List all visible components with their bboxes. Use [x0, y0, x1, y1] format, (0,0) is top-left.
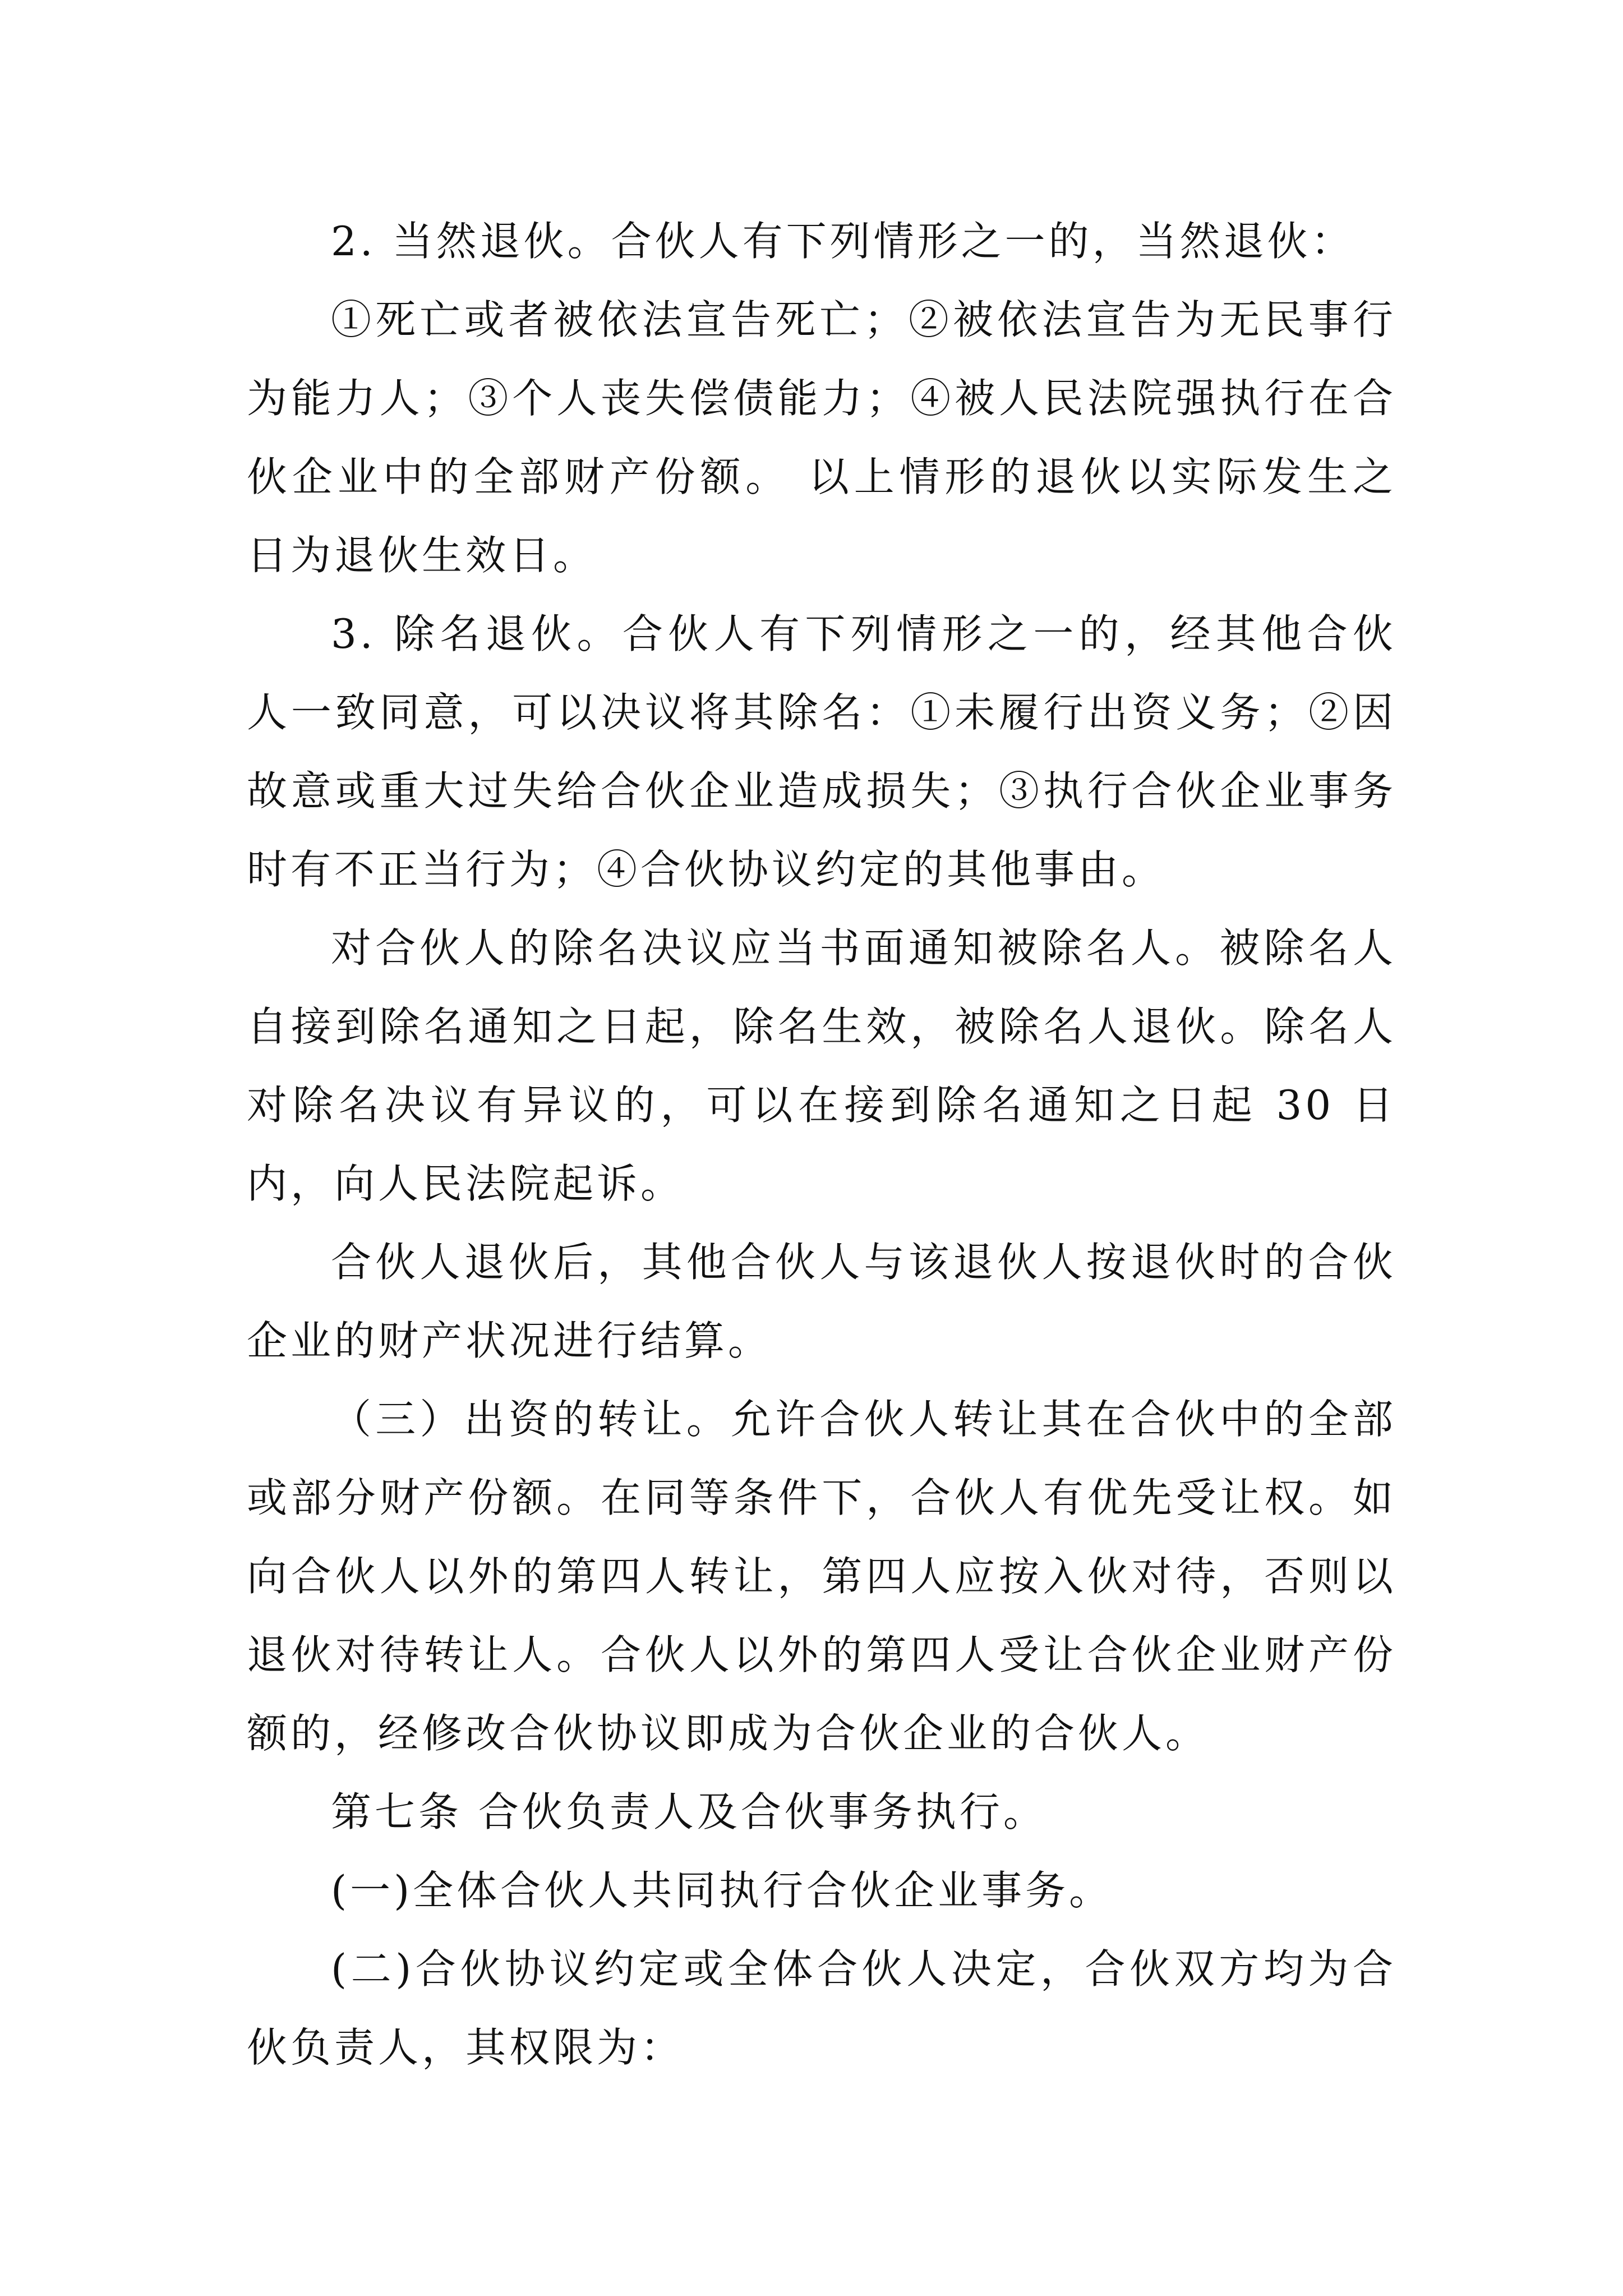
paragraph-partner-authority: (二)合伙协议约定或全体合伙人决定，合伙双方均为合伙负责人，其权限为：	[247, 1945, 1396, 2071]
document-body	[247, 202, 1396, 2087]
paragraph-joint-execution: (一)全体合伙人共同执行合伙企业事务。	[331, 1867, 1113, 1914]
paragraph-expulsion-notice: 对合伙人的除名决议应当书面通知被除名人。被除名人自接到除名通知之日起，除名生效，被除名人退伙。除名人对除名决议有异议的，可以在接到除名通知之日起 30 日内，向人民法院起诉。	[247, 924, 1396, 1207]
paragraph-article-seven: 第七条 合伙负责人及合伙事务执行。	[331, 1788, 1047, 1835]
paragraph-expulsion: 3. 除名退伙。合伙人有下列情形之一的，经其他合伙人一致同意，可以决议将其除名：①未履行出资义务；②因故意或重大过失给合伙企业造成损失；③执行合伙企业事务时有不正当行为；④合伙协议约定的其他事由。	[247, 610, 1396, 893]
paragraph-automatic-withdrawal: 2. 当然退伙。合伙人有下列情形之一的，当然退伙：	[331, 218, 1355, 265]
paragraph-settlement: 合伙人退伙后，其他合伙人与该退伙人按退伙时的合伙企业的财产状况进行结算。	[247, 1239, 1396, 1364]
paragraph-capital-transfer: （三）出资的转让。允许合伙人转让其在合伙中的全部或部分财产份额。在同等条件下，合伙人有优先受让权。如向合伙人以外的第四人转让，第四人应按入伙对待，否则以退伙对待转让人。合伙人以外的第四人受让合伙企业财产份额的，经修改合伙协议即成为合伙企业的合伙人。	[247, 1396, 1396, 1757]
paragraph-withdrawal-circumstances: ①死亡或者被依法宣告死亡；②被依法宣告为无民事行为能力人；③个人丧失偿债能力；④被人民法院强执行在合伙企业中的全部财产份额。 以上情形的退伙以实际发生之日为退伙生效日。	[247, 296, 1396, 579]
